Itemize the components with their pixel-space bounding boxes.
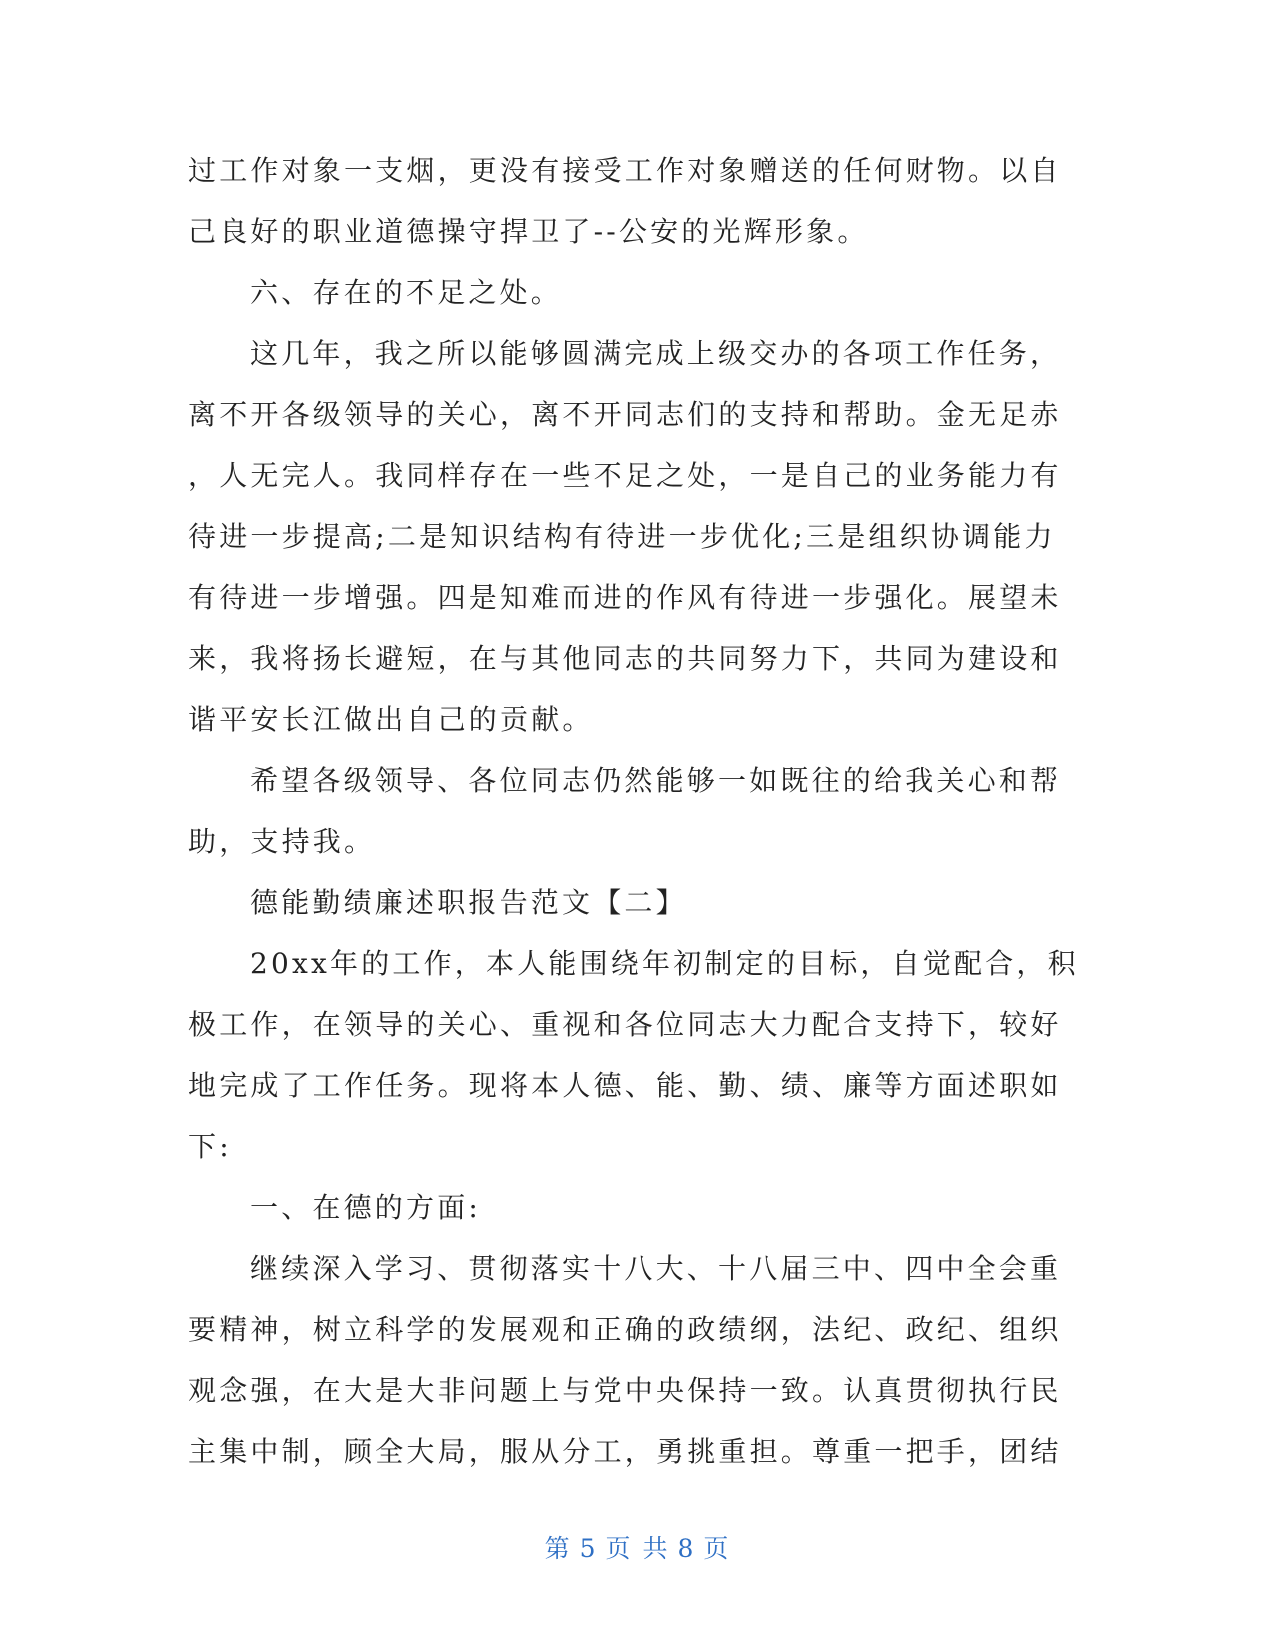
report-title: 德能勤绩廉述职报告范文【二】 xyxy=(250,886,687,919)
text-line: 地完成了工作任务。现将本人德、能、勤、绩、廉等方面述职如 xyxy=(188,1069,1062,1102)
document-body xyxy=(188,140,1079,1482)
text-line: 主集中制，顾全大局，服从分工，勇挑重担。尊重一把手，团结 xyxy=(188,1435,1062,1468)
page-footer xyxy=(0,1529,1275,1565)
text-line: 过工作对象一支烟，更没有接受工作对象赠送的任何财物。以自 xyxy=(188,154,1062,187)
text-line: 这几年，我之所以能够圆满完成上级交办的各项工作任务， xyxy=(250,337,1062,370)
text-line: 极工作，在领导的关心、重视和各位同志大力配合支持下，较好 xyxy=(188,1008,1062,1041)
text-line: 下: xyxy=(188,1130,232,1163)
footer-middle: 页 共 xyxy=(605,1534,670,1563)
text-line: 观念强，在大是大非问题上与党中央保持一致。认真贯彻执行民 xyxy=(188,1374,1062,1407)
text-line: 有待进一步增强。四是知难而进的作风有待进一步强化。展望未 xyxy=(188,581,1062,614)
text-line: 待进一步提高;二是知识结构有待进一步优化;三是组织协调能力 xyxy=(188,520,1056,553)
text-line: 离不开各级领导的关心，离不开同志们的支持和帮助。金无足赤 xyxy=(188,398,1062,431)
text-line: 助，支持我。 xyxy=(188,825,376,858)
text-line: 来，我将扬长避短，在与其他同志的共同努力下，共同为建设和 xyxy=(188,642,1062,675)
total-pages-number: 8 xyxy=(677,1534,696,1563)
footer-prefix: 第 xyxy=(544,1534,572,1563)
text-line: ，人无完人。我同样存在一些不足之处，一是自己的业务能力有 xyxy=(188,459,1062,492)
current-page-number: 5 xyxy=(579,1534,598,1563)
text-line: 继续深入学习、贯彻落实十八大、十八届三中、四中全会重 xyxy=(250,1252,1062,1285)
text-line: 要精神，树立科学的发展观和正确的政绩纲，法纪、政纪、组织 xyxy=(188,1313,1062,1346)
text-line: 己良好的职业道德操守捍卫了--公安的光辉形象。 xyxy=(188,215,869,248)
footer-suffix: 页 xyxy=(703,1534,731,1563)
section-heading: 六、存在的不足之处。 xyxy=(250,276,563,309)
text-line: 20xx年的工作，本人能围绕年初制定的目标，自觉配合，积 xyxy=(250,947,1079,980)
text-line: 谐平安长江做出自己的贡献。 xyxy=(188,703,594,736)
text-line: 希望各级领导、各位同志仍然能够一如既往的给我关心和帮 xyxy=(250,764,1062,797)
section-heading: 一、在德的方面: xyxy=(250,1191,482,1224)
